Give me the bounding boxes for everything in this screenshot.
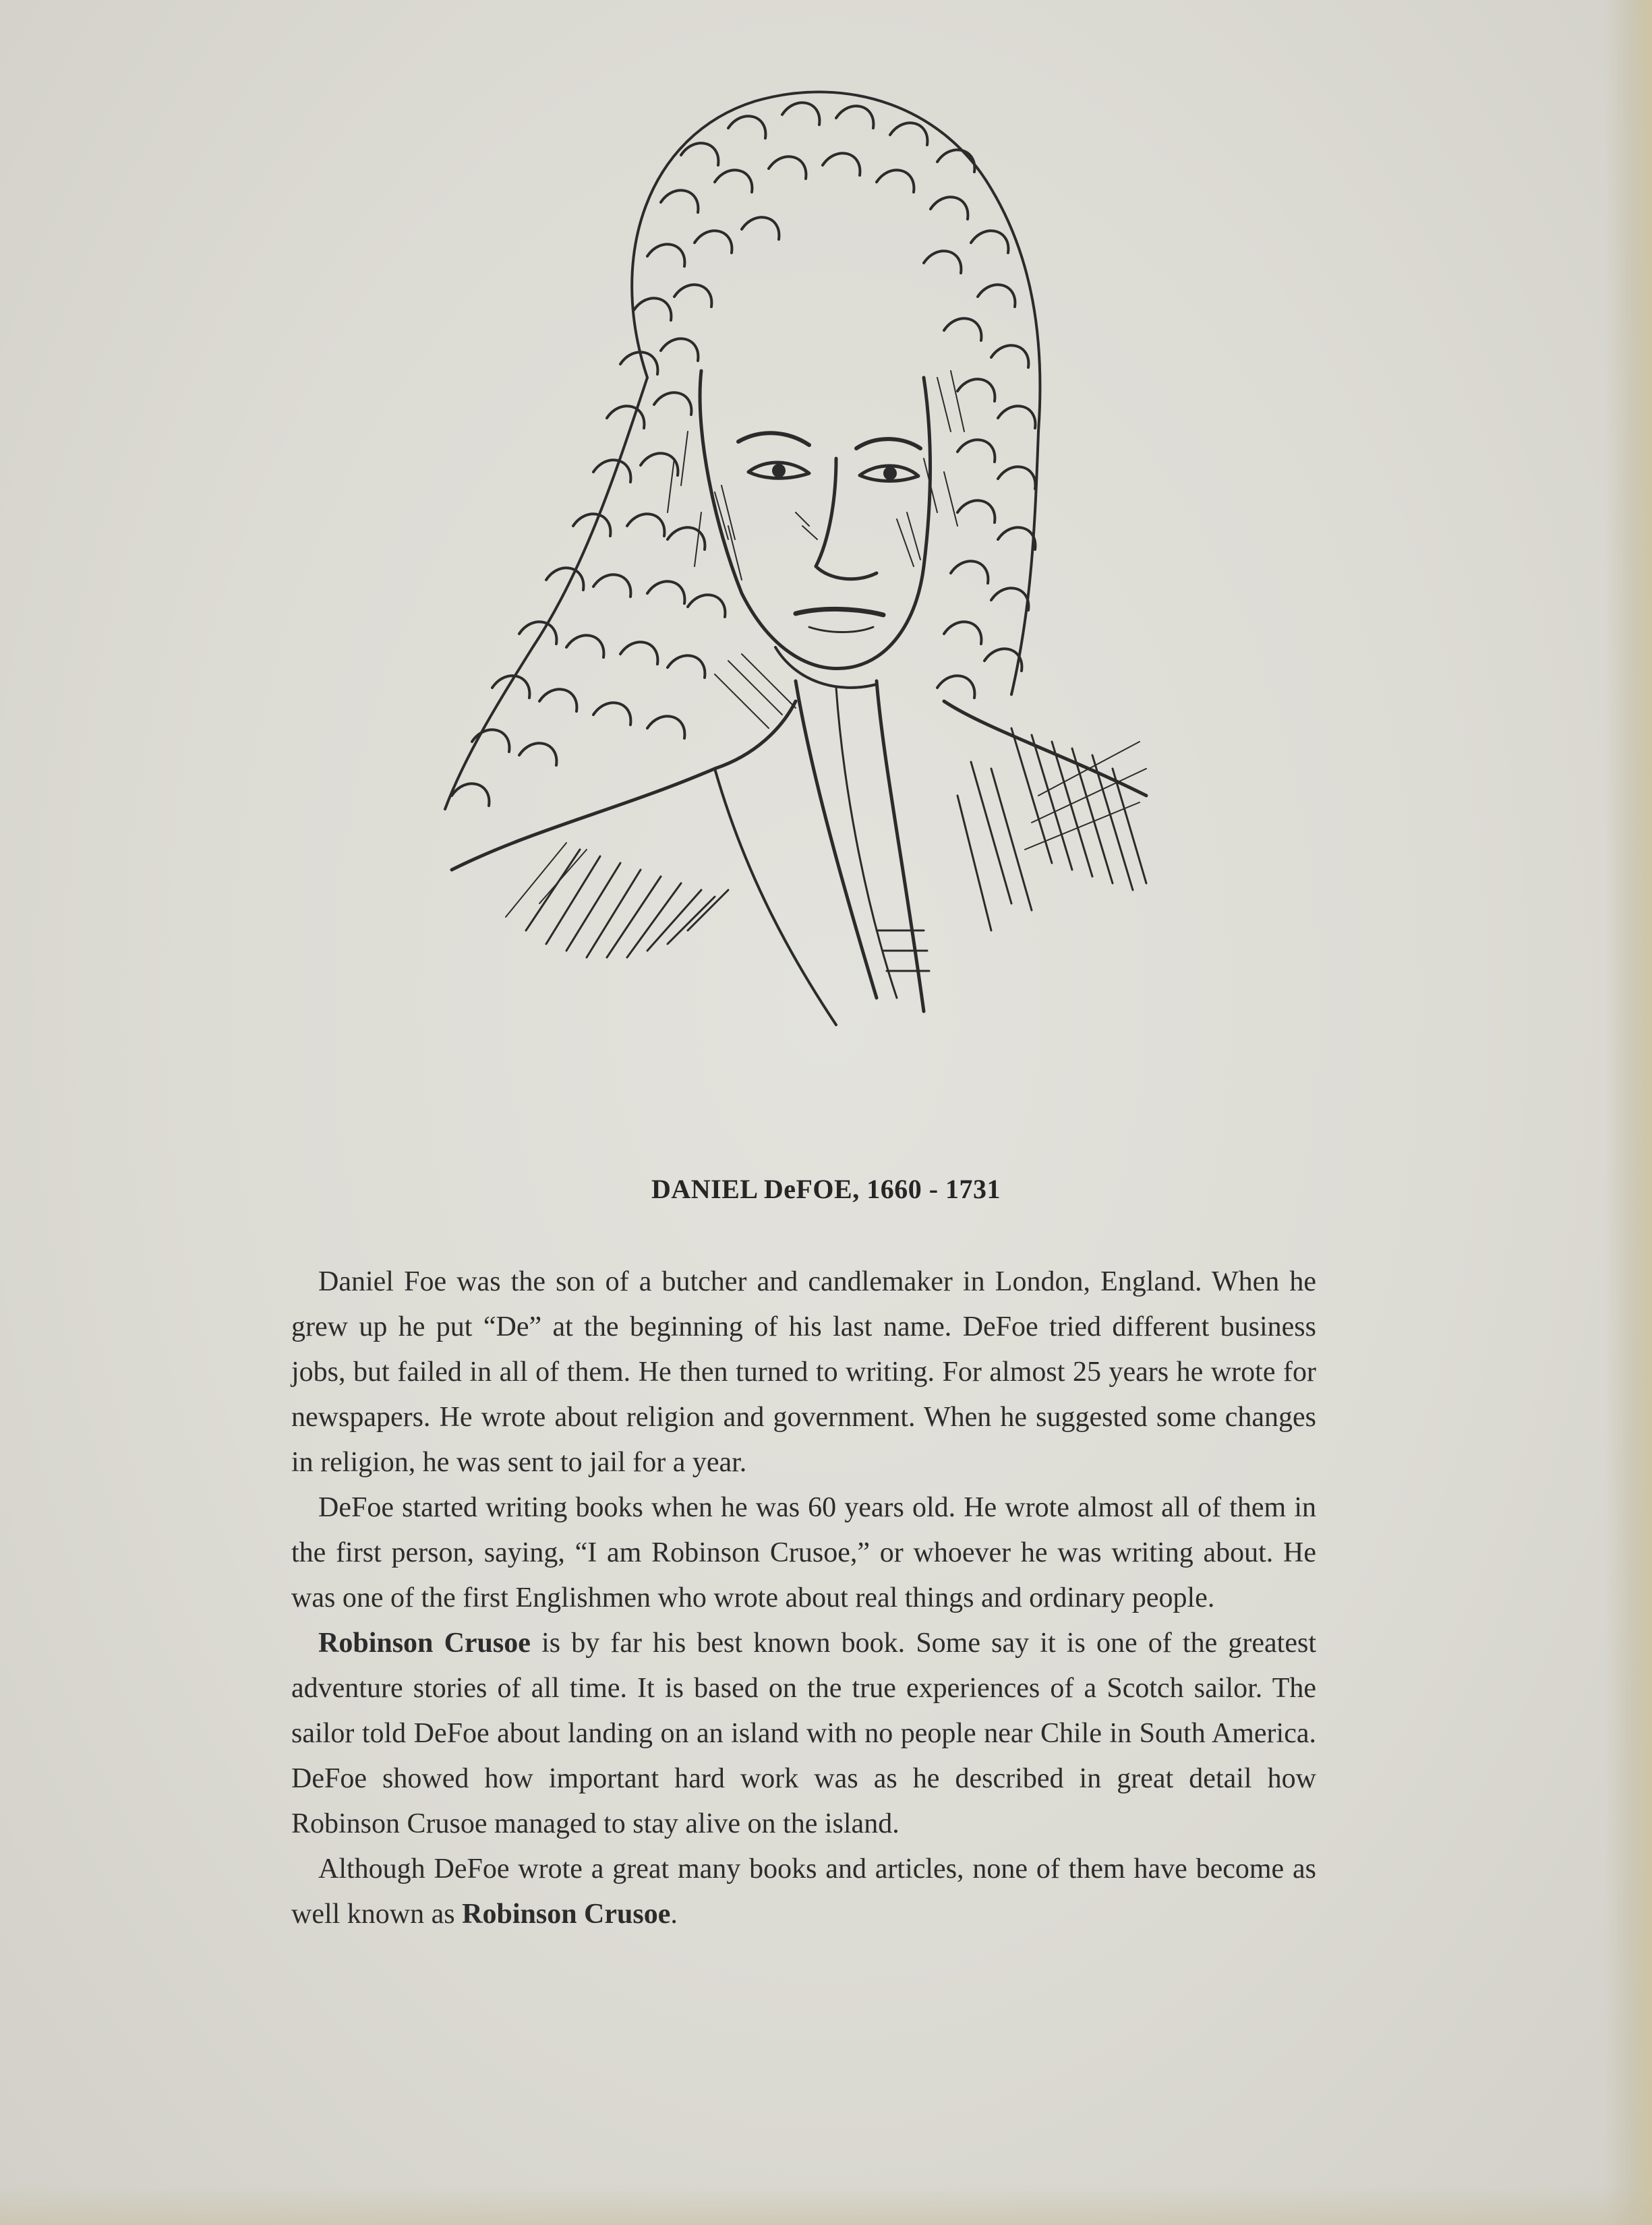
paragraph-text: .	[670, 1899, 678, 1930]
biography-text	[291, 1259, 1316, 1937]
paragraph	[291, 1621, 1316, 1847]
paragraph	[291, 1847, 1316, 1937]
face-outline	[700, 371, 930, 669]
page-title: DANIEL DeFOE, 1660 - 1731	[651, 1174, 1001, 1204]
paragraph-text: DeFoe started writing books when he was 60 years old. He wrote almost all of them in the first person, saying, “I am Robinson Crusoe,” or whoever he was writing about. He was one of the first Englishmen who wrote about real things and ordinary people.	[291, 1492, 1316, 1613]
book-title: Robinson Crusoe	[318, 1628, 531, 1659]
page-edge-right	[1605, 0, 1652, 2225]
paragraph-text: Daniel Foe was the son of a butcher and candlemaker in London, England. When he grew up he put “De” at the beginning of his last name. DeFoe tried different business jobs, but failed in all of them. He then turned to writing. For almost 25 years he wrote for newspapers. He wrote about religion and government. When he suggested some changes in religion, he was sent to jail for a year.	[291, 1266, 1316, 1478]
portrait-illustration	[364, 54, 1220, 1092]
paragraph	[291, 1485, 1316, 1621]
paragraph-text: is by far his best known book. Some say it is one of the greatest adventure stories of all time. It is based on the true experiences of a Scotch sailor. The sailor told DeFoe about landing on an island with no people near Chile in South America. DeFoe showed how important hard work was as he described in great detail how Robinson Crusoe managed to stay alive on the island.	[291, 1628, 1316, 1839]
book-title: Robinson Crusoe	[462, 1899, 671, 1930]
page-edge-bottom	[0, 2185, 1652, 2225]
paragraph-text: Although DeFoe wrote a great many books and articles, none of them have become as well known as	[291, 1853, 1316, 1930]
paragraph	[291, 1259, 1316, 1485]
portrait-drawing	[364, 54, 1220, 1092]
